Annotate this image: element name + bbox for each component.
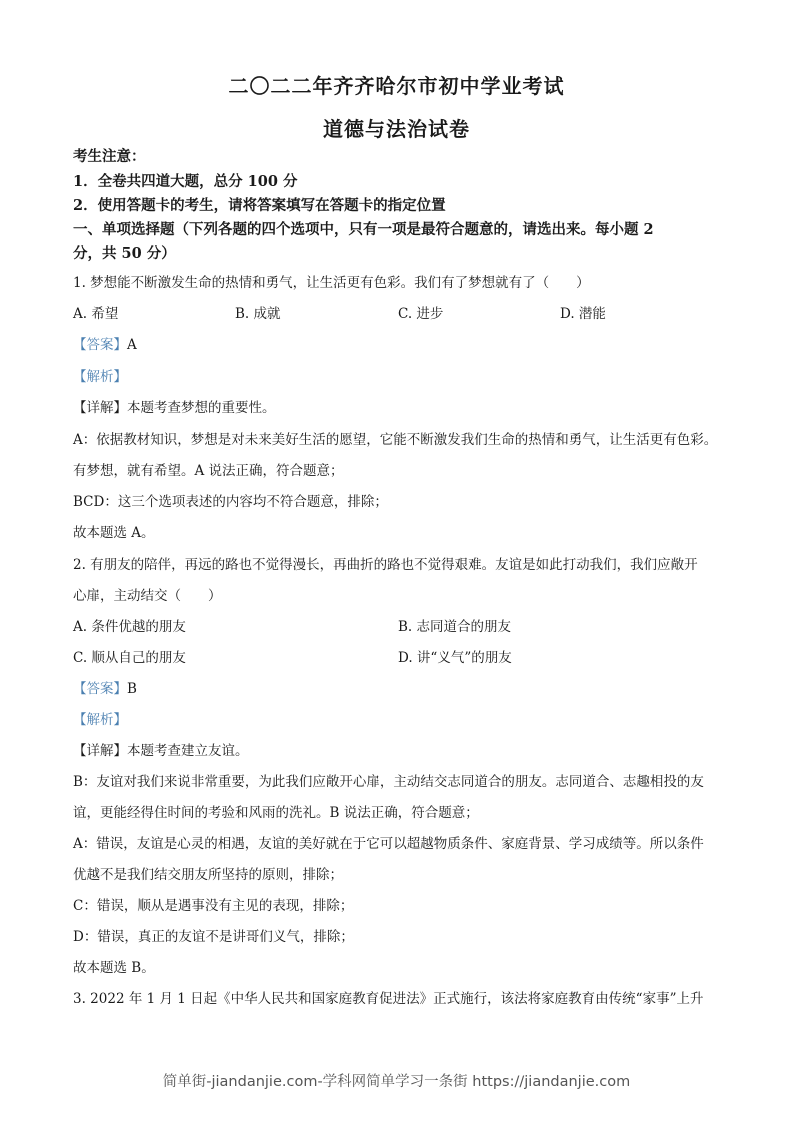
q1-detail-intro: 本题考查梦想的重要性。 <box>127 400 276 416</box>
q2-option-a: A. 条件优越的朋友 <box>73 619 186 635</box>
question-3-stem: 3. 2022 年 1 月 1 日起《中华人民共和国家庭教育促进法》正式施行，该法将家庭教育由传统“家事”上升 <box>73 991 704 1007</box>
q1-explanation-2: 有梦想，就有希望。A 说法正确，符合题意； <box>73 463 344 479</box>
q2-explanation-4: 优越不是我们结交朋友所坚持的原则，排除； <box>73 867 343 883</box>
q2-detail <box>73 742 249 760</box>
section-heading: 一、单项选择题（下列各题的四个选项中，只有一项是最符合题意的，请选出来。每小题 2 <box>73 221 654 238</box>
q1-option-b: B. 成就 <box>235 306 281 322</box>
q1-option-a: A. 希望 <box>73 306 119 322</box>
q2-option-d: D. 讲“义气”的朋友 <box>398 650 512 666</box>
q2-option-b: B. 志同道合的朋友 <box>398 619 512 635</box>
q1-explanation-3: BCD：这三个选项表述的内容均不符合题意，排除； <box>73 494 388 510</box>
q2-explanation-6: D：错误，真正的友谊不是讲哥们义气，排除； <box>73 929 354 945</box>
detail-label: 【详解】 <box>73 400 127 416</box>
question-2-stem-cont: 心扉，主动结交（ ） <box>73 588 222 604</box>
notice-heading: 考生注意： <box>73 148 146 165</box>
q2-explanation-2: 谊，更能经得住时间的考验和风雨的洗礼。B 说法正确，符合题意； <box>73 805 479 821</box>
section-heading-cont: 分，共 50 分） <box>73 245 176 262</box>
q1-option-c: C. 进步 <box>398 306 444 322</box>
q1-conclusion: 故本题选 A。 <box>73 525 155 541</box>
footer-watermark: 简单街-jiandanjie.com-学科网简单学习一条街 https://jiandanjie.com <box>162 1074 631 1090</box>
q2-explanation-3: A：错误，友谊是心灵的相遇，友谊的美好就在于它可以超越物质条件、家庭背景、学习成绩等。所以条件 <box>73 836 704 852</box>
q2-explanation-5: C：错误，顺从是遇事没有主见的表现，排除； <box>73 898 354 914</box>
q2-answer <box>73 680 137 698</box>
question-2-stem: 2. 有朋友的陪伴，再远的路也不觉得漫长，再曲折的路也不觉得艰难。友谊是如此打动我们，我们应敞开 <box>73 557 698 573</box>
notice-item-1: 1．全卷共四道大题，总分 100 分 <box>73 173 298 190</box>
q1-answer <box>73 336 137 354</box>
answer-label: 【答案】 <box>73 337 127 353</box>
detail-label: 【详解】 <box>73 743 127 759</box>
q1-detail <box>73 399 276 417</box>
q2-analysis-label: 【解析】 <box>73 712 127 728</box>
q1-analysis-label: 【解析】 <box>73 369 127 385</box>
exam-subtitle: 道德与法治试卷 <box>323 117 470 141</box>
question-1-stem: 1. 梦想能不断激发生命的热情和勇气，让生活更有色彩。我们有了梦想就有了（ ） <box>73 275 590 291</box>
q2-option-c: C. 顺从自己的朋友 <box>73 650 186 666</box>
q2-detail-intro: 本题考查建立友谊。 <box>127 743 249 759</box>
notice-item-2: 2．使用答题卡的考生，请将答案填写在答题卡的指定位置 <box>73 197 446 214</box>
q1-explanation-1: A：依据教材知识，梦想是对未来美好生活的愿望，它能不断激发我们生命的热情和勇气，让生活更有色彩。 <box>73 432 718 448</box>
q1-option-d: D. 潜能 <box>560 306 606 322</box>
q1-answer-value: A <box>127 337 137 353</box>
q2-explanation-1: B：友谊对我们来说非常重要，为此我们应敞开心扉，主动结交志同道合的朋友。志同道合、志趣相投的友 <box>73 774 704 790</box>
exam-title: 二〇二二年齐齐哈尔市初中学业考试 <box>228 74 565 98</box>
answer-label: 【答案】 <box>73 681 127 697</box>
q2-conclusion: 故本题选 B。 <box>73 960 155 976</box>
q2-answer-value: B <box>127 681 137 697</box>
